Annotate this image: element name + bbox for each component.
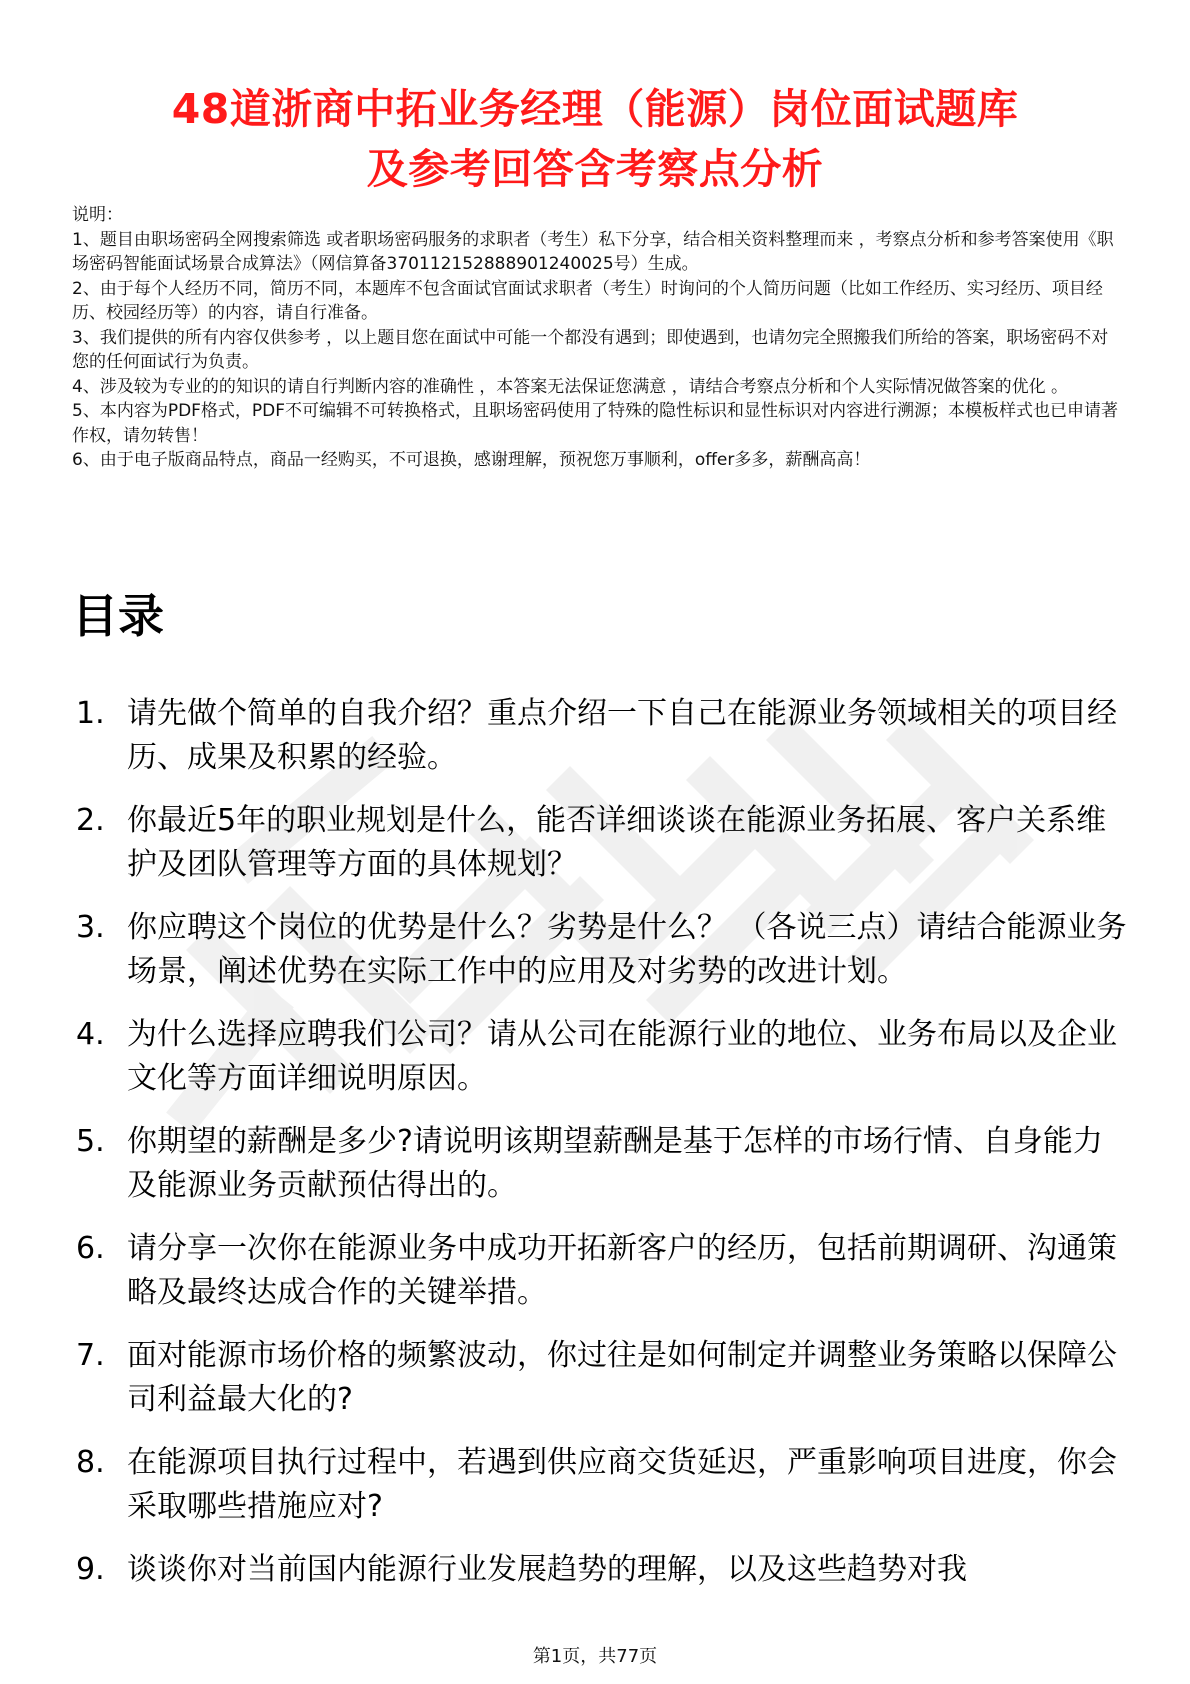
- note-item: 5、本内容为PDF格式，PDF不可编辑不可转换格式，且职场密码使用了特殊的隐性标识和显性标识对内容进行溯源；本模板样式也已申请著作权，请勿转售！: [72, 401, 1119, 446]
- note-item: 3、我们提供的所有内容仅供参考 ，以上题目您在面试中可能一个都没有遇到；即使遇到，也请勿完全照搬我们所给的答案，职场密码不对您的任何面试行为负责。: [72, 327, 1109, 372]
- toc-item: [72, 1548, 1132, 1592]
- toc-item-text: 面对能源市场价格的频繁波动，你过往是如何制定并调整业务策略以保障公司利益最大化的?: [127, 1338, 1117, 1417]
- toc-item: [72, 692, 1132, 780]
- disclaimer-notes: [72, 203, 1122, 473]
- toc-item: [72, 1334, 1132, 1422]
- toc-item-text: 谈谈你对当前国内能源行业发展趋势的理解，以及这些趋势对我: [127, 1552, 967, 1587]
- toc-item: [72, 799, 1132, 887]
- toc-item-text: 请分享一次你在能源业务中成功开拓新客户的经历，包括前期调研、沟通策略及最终达成合作的关键举措。: [127, 1231, 1117, 1310]
- toc-item-number: 9.: [76, 1552, 105, 1587]
- toc-item-text: 你最近5年的职业规划是什么，能否详细谈谈在能源业务拓展、客户关系维护及团队管理等方面的具体规划？: [127, 803, 1107, 882]
- note-item: 1、题目由职场密码全网搜索筛选 或者职场密码服务的求职者（考生）私下分享，结合相关资料整理而来 ，考察点分析和参考答案使用《职场密码智能面试场景合成算法》（网信算备370112152888901240025号）生成。: [72, 229, 1114, 274]
- toc-item-text: 你应聘这个岗位的优势是什么？劣势是什么？ （各说三点）请结合能源业务场景，阐述优势在实际工作中的应用及对劣势的改进计划。: [127, 910, 1127, 989]
- toc-item-text: 请先做个简单的自我介绍？重点介绍一下自己在能源业务领域相关的项目经历、成果及积累的经验。: [127, 696, 1117, 775]
- document-title: [60, 79, 1130, 199]
- toc-item-number: 2.: [76, 803, 105, 838]
- toc-item: [72, 1120, 1132, 1208]
- toc-item-number: 6.: [76, 1231, 105, 1266]
- notes-heading: 说明：: [72, 205, 123, 225]
- toc-item-text: 在能源项目执行过程中，若遇到供应商交货延迟，严重影响项目进度，你会采取哪些措施应对?: [127, 1445, 1117, 1524]
- note-item: 6、由于电子版商品特点，商品一经购买，不可退换，感谢理解，预祝您万事顺利，offer多多，薪酬高高！: [72, 450, 871, 470]
- page-footer: 第1页，共77页: [532, 1646, 658, 1667]
- toc-item: [72, 1227, 1132, 1315]
- toc-item: [72, 1013, 1132, 1101]
- toc-item-number: 5.: [76, 1124, 105, 1159]
- toc-item-number: 1.: [76, 696, 105, 731]
- title-line-1: 48道浙商中拓业务经理（能源）岗位面试题库: [171, 85, 1019, 134]
- toc-item-number: 8.: [76, 1445, 105, 1480]
- toc-item: [72, 906, 1132, 994]
- title-line-2: 及参考回答含考察点分析: [366, 145, 824, 194]
- toc-heading: 目录: [72, 589, 164, 643]
- note-item: 4、涉及较为专业的的知识的请自行判断内容的准确性 ，本答案无法保证您满意 ，请结合考察点分析和个人实际情况做答案的优化 。: [72, 376, 1069, 397]
- note-item: 2、由于每个人经历不同，简历不同，本题库不包含面试官面试求职者（考生）时询问的个人简历问题（比如工作经历、实习经历、项目经历、校园经历等）的内容，请自行准备。: [72, 278, 1103, 323]
- toc-item-number: 7.: [76, 1338, 105, 1373]
- toc-item-text: 为什么选择应聘我们公司？请从公司在能源行业的地位、业务布局以及企业文化等方面详细说明原因。: [127, 1017, 1117, 1096]
- toc-item-number: 3.: [76, 910, 105, 945]
- toc-item-text: 你期望的薪酬是多少?请说明该期望薪酬是基于怎样的市场行情、自身能力及能源业务贡献预估得出的。: [127, 1124, 1103, 1203]
- toc-item-number: 4.: [76, 1017, 105, 1052]
- table-of-contents: [72, 692, 1132, 1611]
- toc-item: [72, 1441, 1132, 1529]
